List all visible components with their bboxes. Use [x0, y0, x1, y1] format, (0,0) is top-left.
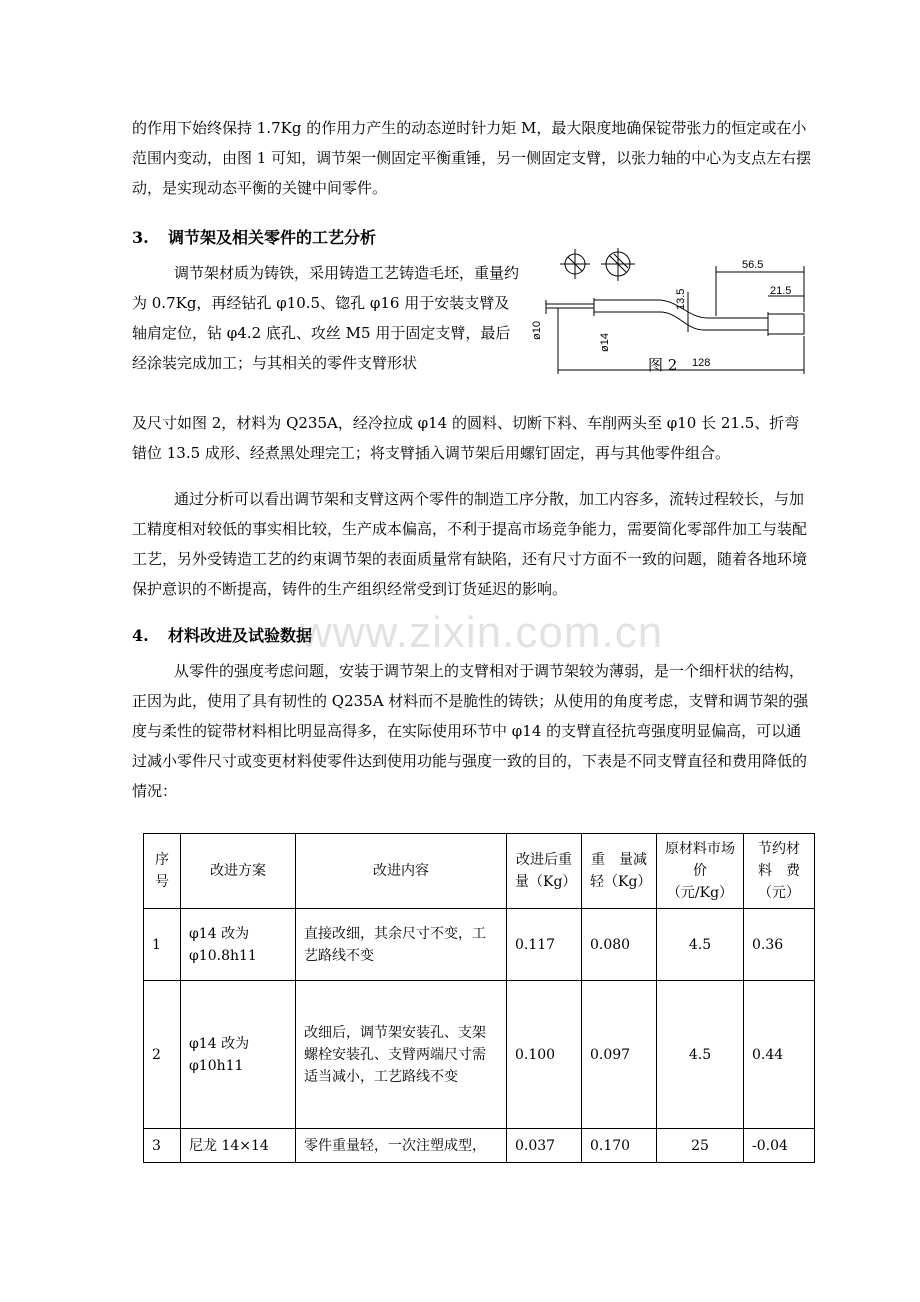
paragraph-4: 从零件的强度考虑问题，安装于调节架上的支臂相对于调节架较为薄弱，是一个细杆状的结构，正因为此，使用了具有韧性的 Q235A 材料而不是脆性的铸铁；从使用的角度考虑，支臂和调节架的强度与柔性的锭带材料相比明显高得多，在实际使用环节中 φ14 的支臂直径抗弯强度明显偏高，可以通过减小零件尺寸或变更材料使零件达到使用功能与强度一致的目的，下表是不同支臂直径和费用降低的情况：: [132, 662, 809, 800]
table-cell: -0.04: [744, 1129, 815, 1163]
table-row: [144, 1129, 815, 1163]
table-cell: 0.117: [507, 909, 582, 981]
section-heading-3: [132, 226, 376, 250]
paragraph-1: 的作用下始终保持 1.7Kg 的作用力产生的动态逆时针力矩 M，最大限度地确保锭带张力的恒定或在小范围内变动，由图 1 可知，调节架一侧固定平衡重锤，另一侧固定支臂，以张力轴的中心为支点左右摆动，是实现动态平衡的关键中间零件。: [132, 119, 812, 197]
table-cell: 2: [144, 981, 181, 1129]
header-cell: 节约材料 费（元）: [744, 834, 815, 909]
dim-21-label: 21.5: [770, 285, 792, 297]
figure-caption: 图 2: [648, 356, 678, 374]
section-title: 材料改进及试验数据: [168, 626, 313, 645]
table-cell: 0.100: [507, 981, 582, 1129]
header-cell: 改进方案: [181, 834, 296, 909]
header-cell: 改进后重 量（Kg）: [507, 834, 582, 909]
dim-128-label: 128: [692, 357, 711, 369]
table-header-row: [144, 834, 815, 909]
watermark: www.zixin.com.cn: [300, 608, 664, 657]
table-cell: 尼龙 14×14: [181, 1129, 296, 1163]
dim-10-label: ø10: [531, 321, 543, 340]
dim-13-label: 13.5: [675, 288, 687, 310]
table-cell: 4.5: [657, 981, 744, 1129]
table-cell: 25: [657, 1129, 744, 1163]
table-cell: 0.36: [744, 909, 815, 981]
table-row: [144, 909, 815, 981]
figure-2-arm-drawing: [528, 248, 814, 378]
section-number: 3.: [132, 228, 149, 247]
header-cell: 重 量减 轻（Kg）: [582, 834, 657, 909]
improvement-table: [143, 833, 815, 1163]
paragraph-2: 调节架材质为铸铁，采用铸造工艺铸造毛坯，重量约为 0.7Kg，再经钻孔 φ10.5、锪孔 φ16 用于安装支臂及轴肩定位，钻 φ4.2 底孔、攻丝 M5 用于固定支臂，最后经涂装完成加工；与其相关的零件支臂形状: [132, 264, 520, 372]
paragraph-2-continued: 及尺寸如图 2，材料为 Q235A，经冷拉成 φ14 的圆料、切断下料、车削两头至 φ10 长 21.5、折弯错位 13.5 成形、经煮黑处理完工；将支臂插入调节架后用螺钉固定，再与其他零件组合。: [132, 414, 800, 462]
table-cell: 4.5: [657, 909, 744, 981]
table-cell: φ14 改为 φ10h11: [181, 981, 296, 1129]
dim-14-label: ø14: [599, 333, 611, 352]
table-cell: 0.097: [582, 981, 657, 1129]
table-cell: 0.037: [507, 1129, 582, 1163]
header-cell: 序号: [144, 834, 181, 909]
section-number: 4.: [132, 626, 149, 645]
table-cell: φ14 改为 φ10.8h11: [181, 909, 296, 981]
section-title: 调节架及相关零件的工艺分析: [168, 228, 377, 247]
section-heading-4: [132, 624, 312, 648]
table-row: [144, 981, 815, 1129]
header-cell: 改进内容: [296, 834, 507, 909]
dim-56-label: 56.5: [742, 259, 764, 271]
table-cell: 3: [144, 1129, 181, 1163]
table-cell: 零件重量轻，一次注塑成型，: [296, 1129, 507, 1163]
table-cell: 直接改细，其余尺寸不变，工艺路线不变: [296, 909, 507, 981]
table-cell: 0.170: [582, 1129, 657, 1163]
header-cell: 原材料市场价（元/Kg）: [657, 834, 744, 909]
table-cell: 1: [144, 909, 181, 981]
table-cell: 0.44: [744, 981, 815, 1129]
table-cell: 改细后，调节架安装孔、支架螺栓安装孔、支臂两端尺寸需适当减小，工艺路线不变: [296, 981, 507, 1129]
paragraph-3: 通过分析可以看出调节架和支臂这两个零件的制造工序分散，加工内容多，流转过程较长，与加工精度相对较低的事实相比较，生产成本偏高，不利于提高市场竞争能力，需要简化零部件加工与装配工艺，另外受铸造工艺的约束调节架的表面质量常有缺陷，还有尺寸方面不一致的问题，随着各地环境保护意识的不断提高，铸件的生产组织经常受到订货延迟的影响。: [132, 490, 808, 598]
table-cell: 0.080: [582, 909, 657, 981]
